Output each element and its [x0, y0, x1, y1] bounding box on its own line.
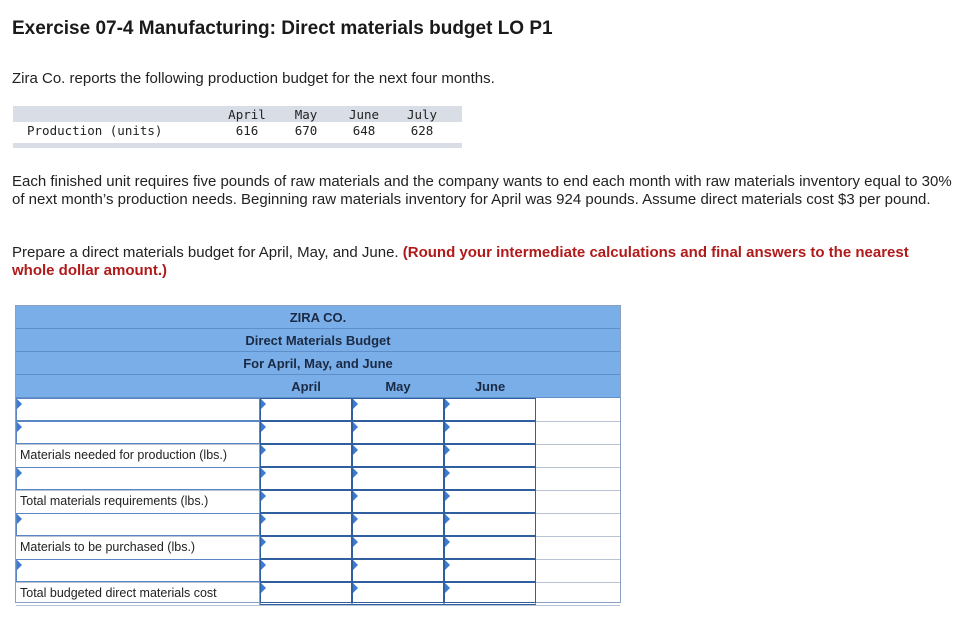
- dropdown-marker-icon: [17, 422, 22, 432]
- amount-input-may[interactable]: [352, 421, 444, 444]
- budget-row: [16, 421, 620, 445]
- row-label-dropdown[interactable]: [16, 421, 260, 444]
- amount-input-june[interactable]: [444, 444, 536, 467]
- budget-row: [16, 536, 620, 560]
- budget-period-header: [16, 352, 620, 375]
- input-marker-icon: [353, 537, 358, 547]
- intro-text: Zira Co. reports the following production budget for the next four months.: [12, 70, 495, 87]
- amount-input-april[interactable]: [260, 490, 352, 513]
- table-band-bottom: [13, 143, 462, 148]
- production-value-may: 670: [294, 123, 318, 138]
- input-marker-icon: [353, 468, 358, 478]
- budget-period: For April, May, and June: [243, 356, 393, 371]
- input-marker-icon: [353, 583, 358, 593]
- amount-input-april[interactable]: [260, 536, 352, 559]
- amount-input-may[interactable]: [352, 398, 444, 421]
- amount-input-june[interactable]: [444, 398, 536, 421]
- amount-input-june[interactable]: [444, 513, 536, 536]
- problem-description: Each finished unit requires five pounds of raw materials and the company wants to end each month with raw materials inventory equal to 30% of next month’s production needs. Beginning raw materials inventory for April was 924 pounds. Assume direct materials cost $3 per pound.: [12, 173, 952, 208]
- instruction-main: Prepare a direct materials budget for April, May, and June.: [12, 244, 403, 261]
- dropdown-marker-icon: [17, 399, 22, 409]
- month-header-may: May: [294, 107, 318, 122]
- row-label: Total budgeted direct materials cost: [16, 582, 260, 605]
- amount-input-june[interactable]: [444, 559, 536, 582]
- budget-company-header: [16, 306, 620, 329]
- amount-input-april[interactable]: [260, 398, 352, 421]
- input-marker-icon: [445, 560, 450, 570]
- row-label: Materials to be purchased (lbs.): [16, 536, 260, 559]
- production-value-july: 628: [410, 123, 434, 138]
- amount-input-june[interactable]: [444, 490, 536, 513]
- input-marker-icon: [445, 491, 450, 501]
- input-marker-icon: [261, 560, 266, 570]
- instruction-rounding-note: (Round your intermediate calculations and final answers to the nearest whole dollar amount.): [12, 244, 909, 279]
- amount-input-may[interactable]: [352, 536, 444, 559]
- col-header-may: May: [385, 379, 411, 394]
- budget-title: Direct Materials Budget: [245, 333, 391, 348]
- amount-input-june[interactable]: [444, 536, 536, 559]
- month-header-july: July: [406, 107, 438, 122]
- budget-title-header: [16, 329, 620, 352]
- dropdown-marker-icon: [17, 468, 22, 478]
- input-marker-icon: [445, 422, 450, 432]
- col-header-april: April: [291, 379, 321, 394]
- row-label-dropdown[interactable]: [16, 559, 260, 582]
- input-marker-icon: [353, 514, 358, 524]
- budget-row: [16, 559, 620, 583]
- input-marker-icon: [353, 422, 358, 432]
- month-header-june: June: [348, 107, 380, 122]
- production-value-april: 616: [235, 123, 259, 138]
- input-marker-icon: [261, 514, 266, 524]
- budget-column-header-row: [16, 375, 620, 398]
- amount-input-may[interactable]: [352, 467, 444, 490]
- amount-input-may[interactable]: [352, 559, 444, 582]
- amount-input-april[interactable]: [260, 444, 352, 467]
- input-marker-icon: [445, 399, 450, 409]
- budget-row: [16, 582, 620, 606]
- input-marker-icon: [445, 514, 450, 524]
- input-marker-icon: [445, 583, 450, 593]
- input-marker-icon: [261, 422, 266, 432]
- exercise-title: Exercise 07-4 Manufacturing: Direct materials budget LO P1: [12, 18, 553, 39]
- row-label-dropdown[interactable]: [16, 513, 260, 536]
- input-marker-icon: [261, 537, 266, 547]
- budget-row: [16, 467, 620, 491]
- input-marker-icon: [261, 583, 266, 593]
- production-value-june: 648: [352, 123, 376, 138]
- month-header-april: April: [228, 107, 266, 122]
- amount-input-april[interactable]: [260, 559, 352, 582]
- input-marker-icon: [261, 445, 266, 455]
- instruction-text: [12, 244, 952, 280]
- input-marker-icon: [445, 468, 450, 478]
- budget-row: [16, 490, 620, 514]
- row-label-dropdown[interactable]: [16, 398, 260, 421]
- amount-input-may[interactable]: [352, 444, 444, 467]
- input-marker-icon: [445, 445, 450, 455]
- row-label-dropdown[interactable]: [16, 467, 260, 490]
- amount-input-june[interactable]: [444, 582, 536, 605]
- amount-input-june[interactable]: [444, 467, 536, 490]
- budget-row: [16, 398, 620, 422]
- budget-row: [16, 444, 620, 468]
- amount-input-april[interactable]: [260, 582, 352, 605]
- input-marker-icon: [353, 399, 358, 409]
- amount-input-may[interactable]: [352, 513, 444, 536]
- dropdown-marker-icon: [17, 560, 22, 570]
- col-header-june: June: [474, 379, 506, 394]
- row-label: Materials needed for production (lbs.): [16, 444, 260, 467]
- input-marker-icon: [353, 560, 358, 570]
- dropdown-marker-icon: [17, 514, 22, 524]
- amount-input-april[interactable]: [260, 513, 352, 536]
- production-row-label: Production (units): [27, 123, 163, 138]
- amount-input-may[interactable]: [352, 490, 444, 513]
- amount-input-may[interactable]: [352, 582, 444, 605]
- direct-materials-budget: [15, 305, 621, 603]
- amount-input-april[interactable]: [260, 421, 352, 444]
- input-marker-icon: [445, 537, 450, 547]
- amount-input-april[interactable]: [260, 467, 352, 490]
- amount-input-june[interactable]: [444, 421, 536, 444]
- budget-company-name: ZIRA CO.: [289, 310, 347, 325]
- row-label: Total materials requirements (lbs.): [16, 490, 260, 513]
- production-budget-table: [13, 106, 462, 148]
- input-marker-icon: [261, 399, 266, 409]
- input-marker-icon: [261, 468, 266, 478]
- budget-row: [16, 513, 620, 537]
- input-marker-icon: [353, 445, 358, 455]
- input-marker-icon: [353, 491, 358, 501]
- input-marker-icon: [261, 491, 266, 501]
